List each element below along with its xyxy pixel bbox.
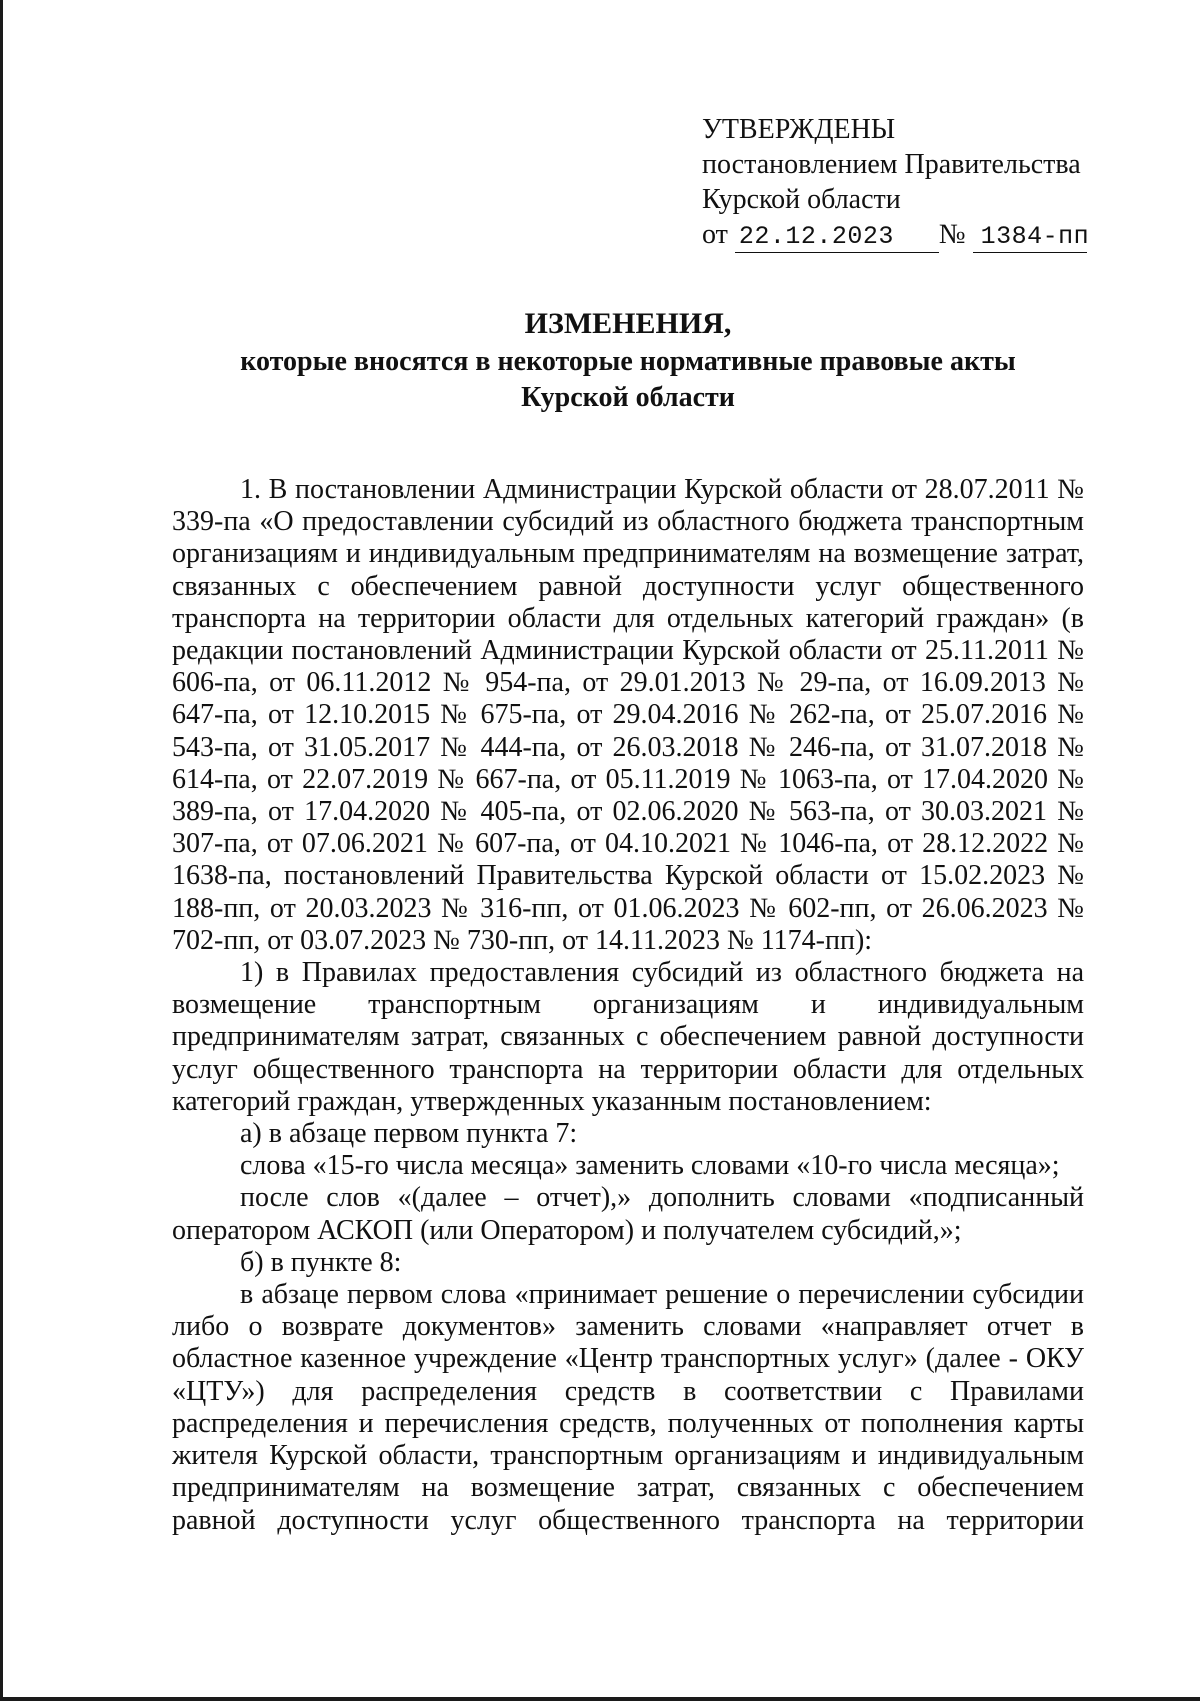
approval-date-line	[702, 217, 1102, 253]
approval-block	[702, 112, 1102, 253]
paragraph: а) в абзаце первом пункта 7:	[240, 1118, 578, 1150]
document-title-block	[172, 306, 1084, 416]
document-title: ИЗМЕНЕНИЯ,	[524, 307, 732, 340]
paragraph: после слов «(далее – отчет),» дополнить словами «подписанный оператором АСКОП (или Оператором) и получателем субсидий,»;	[172, 1182, 1084, 1246]
paragraph: в абзаце первом слова «принимает решение о перечислении субсидии либо о возврате документов» заменить словами «направляет отчет в областное казенное учреждение «Центр транспортных услуг» (далее - ОКУ «ЦТУ») для распределения средств в соответствии с Правилами распределения и перечисления средств, полученных от пополнения карты жителя Курской области, транспортным организациям и индивидуальным предпринимателям на возмещение затрат, связанных с обеспечением равной доступности услуг общественного транспорта на территории	[172, 1279, 1084, 1536]
approval-heading: УТВЕРЖДЕНЫ	[702, 114, 896, 145]
paragraph: 1. В постановлении Администрации Курской области от 28.07.2011 № 339-па «О предоставлении субсидий из областного бюджета транспортным организациям и индивидуальным предпринимателям на возмещение затрат, связанных с обеспечением равной доступности услуг общественного транспорта на территории области для отдельных категорий граждан» (в редакции постановлений Администрации Курской области от 25.11.2011 № 606-па, от 06.11.2012 № 954-па, от 29.01.2013 № 29-па, от 16.09.2013 № 647-па, от 12.10.2015 № 675-па, от 29.04.2016 № 262-па, от 25.07.2016 № 543-па, от 31.05.2017 № 444-па, от 26.03.2018 № 246-па, от 31.07.2018 № 614-па, от 22.07.2019 № 667-па, от 05.11.2019 № 1063-па, от 17.04.2020 № 389-па, от 17.04.2020 № 405-па, от 02.06.2020 № 563-па, от 30.03.2021 № 307-па, от 07.06.2021 № 607-па, от 04.10.2021 № 1046-па, от 28.12.2022 № 1638-па, постановлений Правительства Курской области от 15.02.2023 № 188-пп, от 20.03.2023 № 316-пп, от 01.06.2023 № 602-пп, от 26.06.2023 № 702-пп, от 03.07.2023 № 730-пп, от 14.11.2023 № 1174-пп):	[172, 474, 1084, 956]
paragraph: слова «15-го числа месяца» заменить словами «10-го числа месяца»;	[240, 1150, 1060, 1182]
approval-number-prefix: №	[938, 219, 966, 250]
approval-line-1: постановлением Правительства	[702, 149, 1081, 180]
approval-date: 22.12.2023	[735, 222, 939, 253]
approval-line-2: Курской области	[702, 184, 901, 215]
document-subtitle-line-2: Курской области	[521, 382, 735, 413]
approval-number: 1384-пп	[973, 222, 1087, 253]
paragraph: б) в пункте 8:	[240, 1246, 402, 1278]
document-body	[172, 474, 1084, 1537]
scan-edge-bottom	[0, 1697, 1200, 1701]
scan-edge-left	[0, 0, 3, 1701]
document-subtitle-line-1: которые вносятся в некоторые нормативные правовые акты	[240, 346, 1016, 377]
paragraph: 1) в Правилах предоставления субсидий из областного бюджета на возмещение транспортным организациям и индивидуальным предпринимателям затрат, связанных с обеспечением равной доступности услуг общественного транспорта на территории области для отдельных категорий граждан, утвержденных указанным постановлением:	[172, 957, 1084, 1117]
approval-date-prefix: от	[702, 219, 728, 250]
